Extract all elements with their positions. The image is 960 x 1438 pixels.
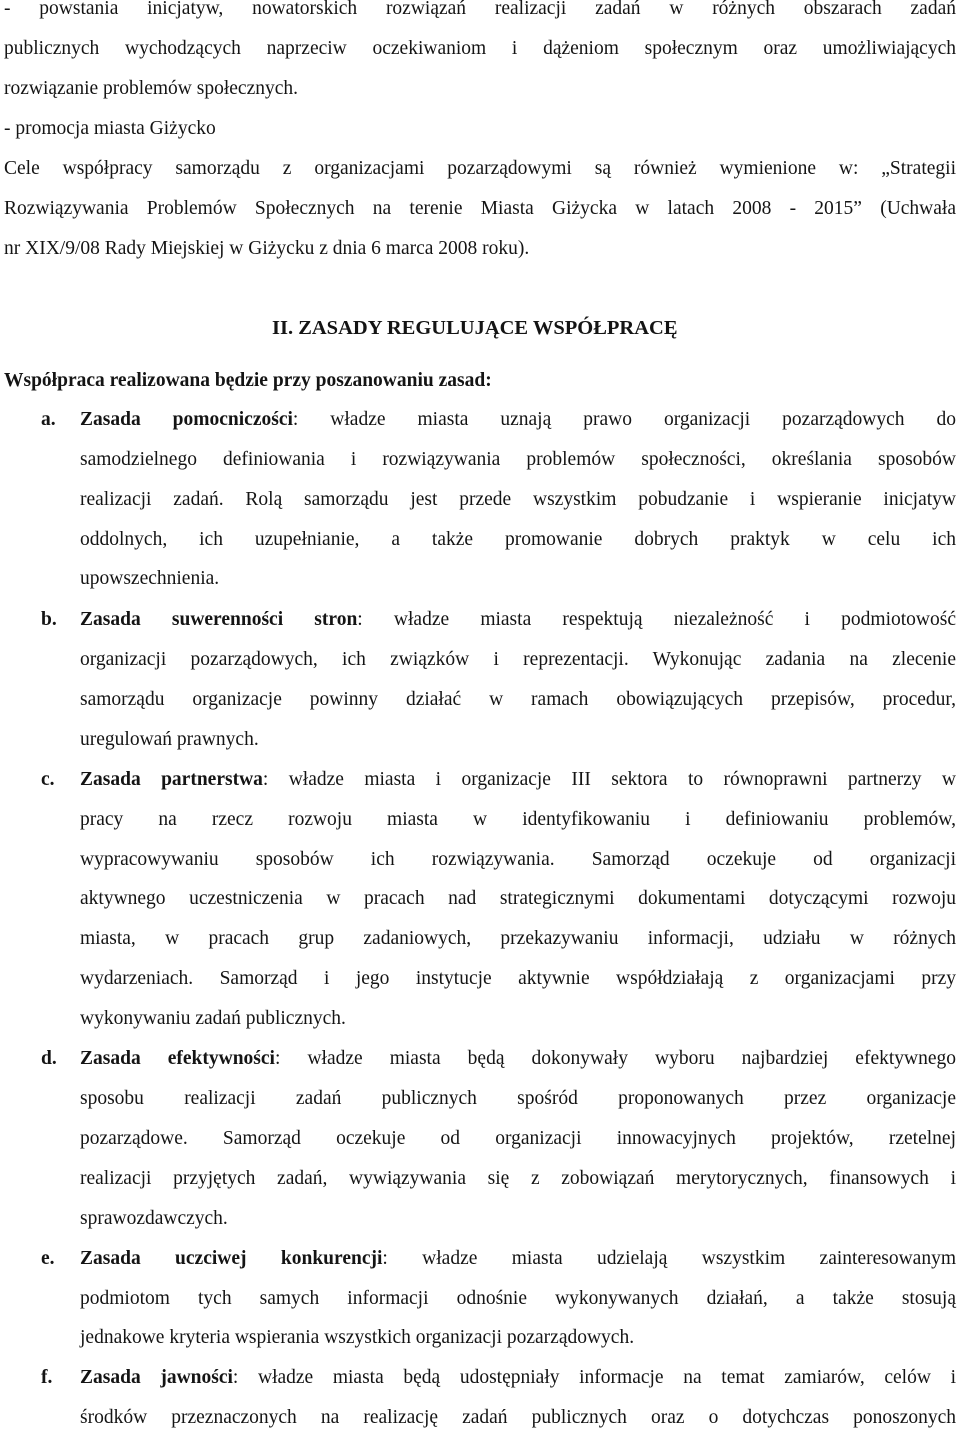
principle-name: Zasada uczciwej konkurencji — [80, 1248, 383, 1269]
principle-line: Zasada uczciwej konkurencji: władze miasta udzielają wszystkim zainteresowanym — [80, 1248, 956, 1269]
principle-line: aktywnego uczestniczenia w pracach nad strategicznymi dokumentami dotyczącymi rozwoju — [80, 888, 956, 909]
principle-line: Zasada suwerenności stron: władze miasta respektują niezależność i podmiotowość — [80, 609, 956, 630]
principle-line: wypracowywaniu sposobów ich rozwiązywania. Samorząd oczekuje od organizacji — [80, 849, 956, 870]
principle-line: realizacji przyjętych zadań, wywiązywania się z zobowiązań merytorycznych, finansowych i — [80, 1168, 956, 1189]
list-marker: a. — [41, 409, 56, 430]
principle-name: Zasada partnerstwa — [80, 769, 263, 790]
list-marker: b. — [41, 609, 57, 630]
principle-name: Zasada suwerenności stron — [80, 609, 358, 630]
section-heading: II. ZASADY REGULUJĄCE WSPÓŁPRACĘ — [272, 317, 678, 339]
principle-line: jednakowe kryteria wspierania wszystkich organizacji pozarządowych. — [80, 1327, 635, 1348]
body-line: publicznych wychodzących naprzeciw oczekiwaniom i dążeniom społecznym oraz umożliwiających — [4, 38, 956, 59]
body-line: - promocja miasta Giżycko — [4, 118, 216, 139]
principle-line: samorządu organizacje powinny działać w ramach obowiązujących przepisów, procedur, — [80, 689, 956, 710]
body-line: rozwiązanie problemów społecznych. — [4, 78, 299, 99]
principle-line: wykonywaniu zadań publicznych. — [80, 1008, 346, 1029]
principle-line: podmiotom tych samych informacji odnośnie wykonywanych działań, a także stosują — [80, 1288, 956, 1309]
principle-line: środków przeznaczonych na realizację zadań publicznych oraz o dotychczas ponoszonych — [80, 1407, 956, 1428]
list-marker: d. — [41, 1048, 57, 1069]
principle-line: Zasada partnerstwa: władze miasta i organizacje III sektora to równoprawni partnerzy w — [80, 769, 956, 790]
principle-line: wydarzeniach. Samorząd i jego instytucje aktywnie współdziałają z organizacjami przy — [80, 968, 956, 989]
principle-line: upowszechnienia. — [80, 568, 220, 589]
principle-line: pozarządowe. Samorząd oczekuje od organizacji innowacyjnych projektów, rzetelnej — [80, 1128, 956, 1149]
body-line: - powstania inicjatyw, nowatorskich rozwiązań realizacji zadań w różnych obszarach zadań — [4, 0, 956, 19]
principle-name: Zasada pomocniczości — [80, 409, 293, 430]
principle-line: realizacji zadań. Rolą samorządu jest przede wszystkim pobudzanie i wspieranie inicjatyw — [80, 489, 956, 510]
principles-intro: Współpraca realizowana będzie przy poszanowaniu zasad: — [4, 370, 492, 391]
principle-line: sprawozdawczych. — [80, 1208, 228, 1229]
principle-line: Zasada pomocniczości: władze miasta uznają prawo organizacji pozarządowych do — [80, 409, 957, 430]
principle-line: Zasada jawności: władze miasta będą udostępniały informacje na temat zamiarów, celów i — [80, 1367, 956, 1388]
body-line: Cele współpracy samorządu z organizacjami pozarządowymi są również wymienione w: „Strategii — [4, 158, 956, 179]
principle-line: organizacji pozarządowych, ich związków i reprezentacji. Wykonując zadania na zlecenie — [80, 649, 956, 670]
list-marker: c. — [41, 769, 55, 790]
principle-name: Zasada efektywności — [80, 1048, 275, 1069]
body-line: Rozwiązywania Problemów Społecznych na terenie Miasta Giżycka w latach 2008 - 2015” (Uchwała — [4, 198, 956, 219]
principle-line: sposobu realizacji zadań publicznych spośród proponowanych przez organizacje — [80, 1088, 956, 1109]
list-marker: e. — [41, 1248, 55, 1269]
principle-line: uregulowań prawnych. — [80, 729, 259, 750]
list-marker: f. — [41, 1367, 53, 1388]
principle-line: Zasada efektywności: władze miasta będą dokonywały wyboru najbardziej efektywnego — [80, 1048, 957, 1069]
principle-line: samodzielnego definiowania i rozwiązywania problemów społeczności, określania sposobów — [80, 449, 956, 470]
principle-line: pracy na rzecz rozwoju miasta w identyfikowaniu i definiowaniu problemów, — [80, 809, 956, 830]
body-line: nr XIX/9/08 Rady Miejskiej w Giżycku z dnia 6 marca 2008 roku). — [4, 238, 530, 259]
principle-line: oddolnych, ich uzupełnianie, a także promowanie dobrych praktyk w celu ich — [80, 529, 956, 550]
principle-name: Zasada jawności — [80, 1367, 233, 1388]
principle-line: miasta, w pracach grup zadaniowych, przekazywaniu informacji, udziału w różnych — [80, 928, 956, 949]
